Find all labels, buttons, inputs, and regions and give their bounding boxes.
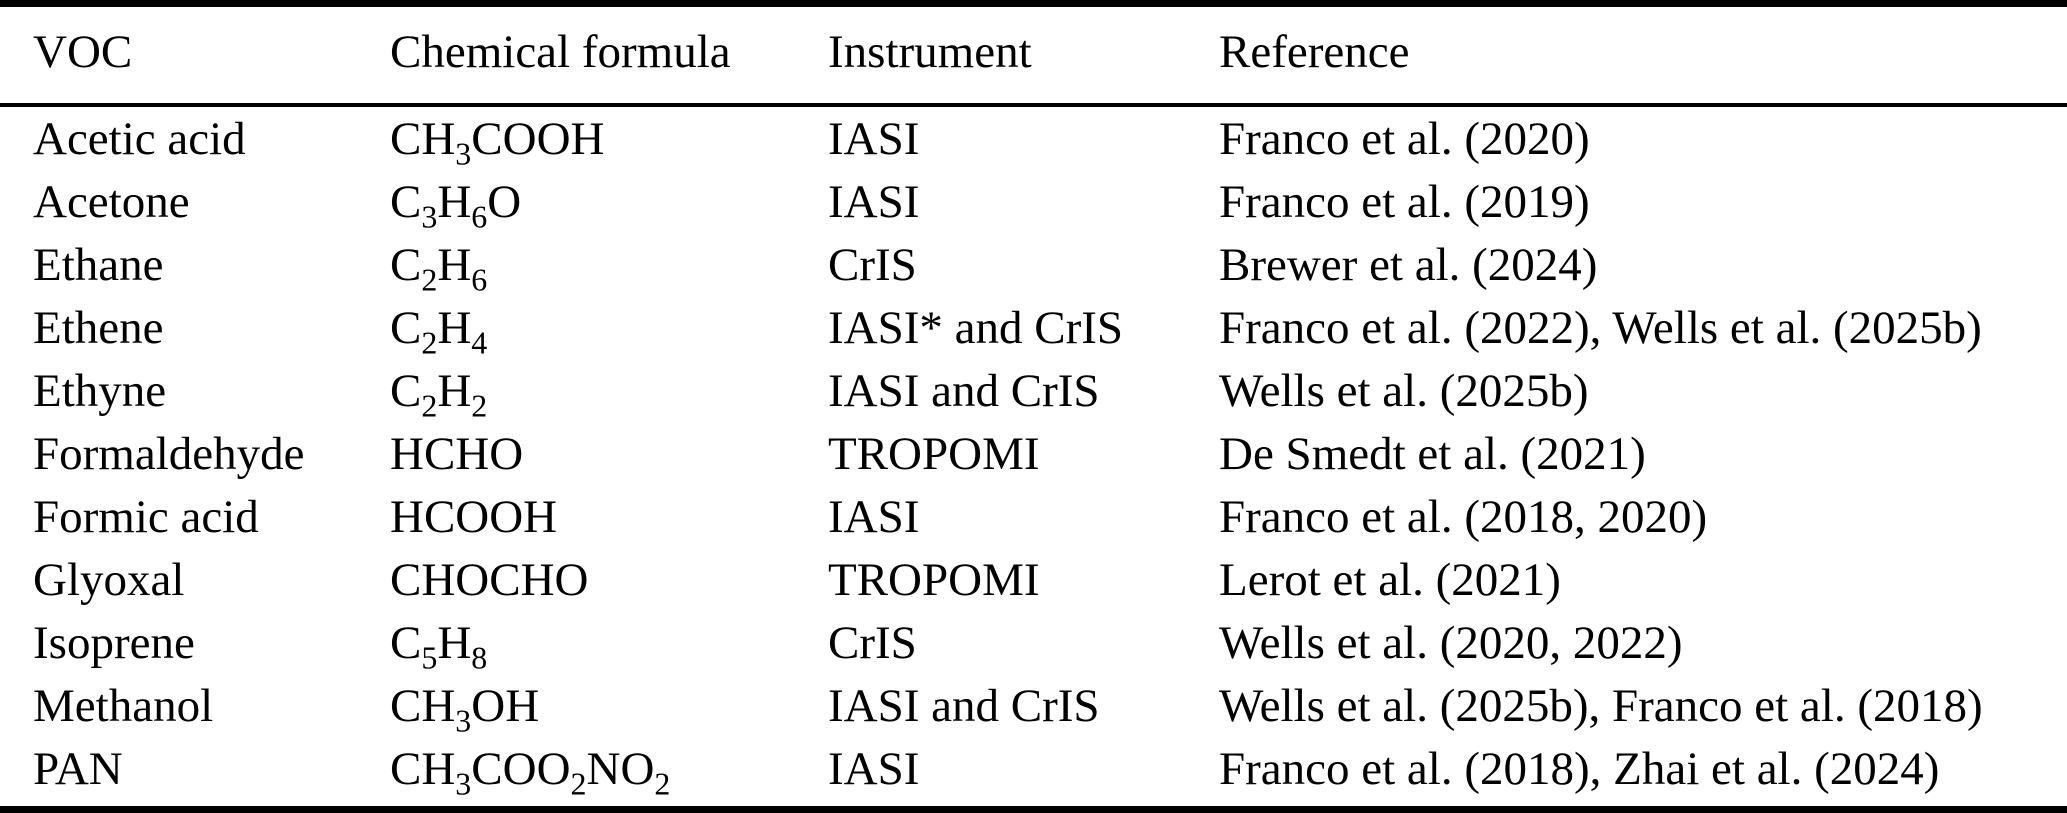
column-header-formula: Chemical formula <box>390 7 828 105</box>
table-row <box>0 674 2067 737</box>
voc-cell: Methanol <box>33 679 214 732</box>
reference-cell: Wells et al. (2025b), Franco et al. (2018) <box>1219 679 1983 732</box>
voc-table <box>0 7 2067 800</box>
voc-cell: Acetone <box>33 175 190 228</box>
reference-cell: Franco et al. (2019) <box>1219 175 1590 228</box>
reference-cell: Wells et al. (2020, 2022) <box>1219 616 1683 669</box>
formula-cell: HCOOH <box>390 490 558 543</box>
reference-cell: De Smedt et al. (2021) <box>1219 427 1646 480</box>
formula-cell: $C_5H_8$ <box>390 616 488 674</box>
voc-cell: Formic acid <box>33 490 259 543</box>
table-row <box>0 105 2067 170</box>
instrument-cell: CrIS <box>828 616 917 669</box>
instrument-cell: TROPOMI <box>828 553 1040 606</box>
voc-cell: Isoprene <box>33 616 195 669</box>
table-row <box>0 233 2067 296</box>
table-row <box>0 485 2067 548</box>
formula-cell: $CH_3COOH$ <box>390 112 605 170</box>
table-body <box>0 105 2067 800</box>
formula-cell: $CH_3COO_2NO_2$ <box>390 742 671 800</box>
voc-cell: Glyoxal <box>33 553 185 606</box>
reference-cell: Lerot et al. (2021) <box>1219 553 1561 606</box>
instrument-cell: IASI <box>828 490 920 543</box>
table-row <box>0 422 2067 485</box>
formula-cell: $C_2H_2$ <box>390 364 488 422</box>
instrument-cell: TROPOMI <box>828 427 1040 480</box>
table-row <box>0 296 2067 359</box>
instrument-cell: IASI <box>828 175 920 228</box>
instrument-cell: IASI <box>828 112 920 165</box>
reference-cell: Wells et al. (2025b) <box>1219 364 1589 417</box>
table-row <box>0 359 2067 422</box>
column-header-instrument: Instrument <box>828 7 1219 105</box>
reference-cell: Franco et al. (2022), Wells et al. (2025b) <box>1219 301 1982 354</box>
table-row <box>0 170 2067 233</box>
formula-cell: $C_3H_6O$ <box>390 175 522 233</box>
table-row <box>0 548 2067 611</box>
instrument-cell: IASI* and CrIS <box>828 301 1124 354</box>
column-header-reference: Reference <box>1219 7 2067 105</box>
table-row <box>0 611 2067 674</box>
voc-cell: Formaldehyde <box>33 427 305 480</box>
voc-cell: Ethyne <box>33 364 167 417</box>
column-header-voc: VOC <box>0 7 390 105</box>
instrument-cell: IASI and CrIS <box>828 679 1100 732</box>
reference-cell: Brewer et al. (2024) <box>1219 238 1598 291</box>
formula-cell: $C_2H_4$ <box>390 301 488 359</box>
reference-cell: Franco et al. (2018, 2020) <box>1219 490 1708 543</box>
voc-cell: Ethene <box>33 301 164 354</box>
formula-cell: CHOCHO <box>390 553 589 606</box>
table-row <box>0 737 2067 800</box>
voc-cell: Acetic acid <box>33 112 246 165</box>
voc-cell: Ethane <box>33 238 164 291</box>
instrument-cell: CrIS <box>828 238 917 291</box>
formula-cell: $CH_3OH$ <box>390 679 540 737</box>
instrument-cell: IASI <box>828 742 920 795</box>
reference-cell: Franco et al. (2020) <box>1219 112 1590 165</box>
formula-cell: $C_2H_6$ <box>390 238 488 296</box>
voc-cell: PAN <box>33 742 123 795</box>
header-row <box>0 7 2067 105</box>
instrument-cell: IASI and CrIS <box>828 364 1100 417</box>
formula-cell: HCHO <box>390 427 524 480</box>
reference-cell: Franco et al. (2018), Zhai et al. (2024) <box>1219 742 1940 795</box>
